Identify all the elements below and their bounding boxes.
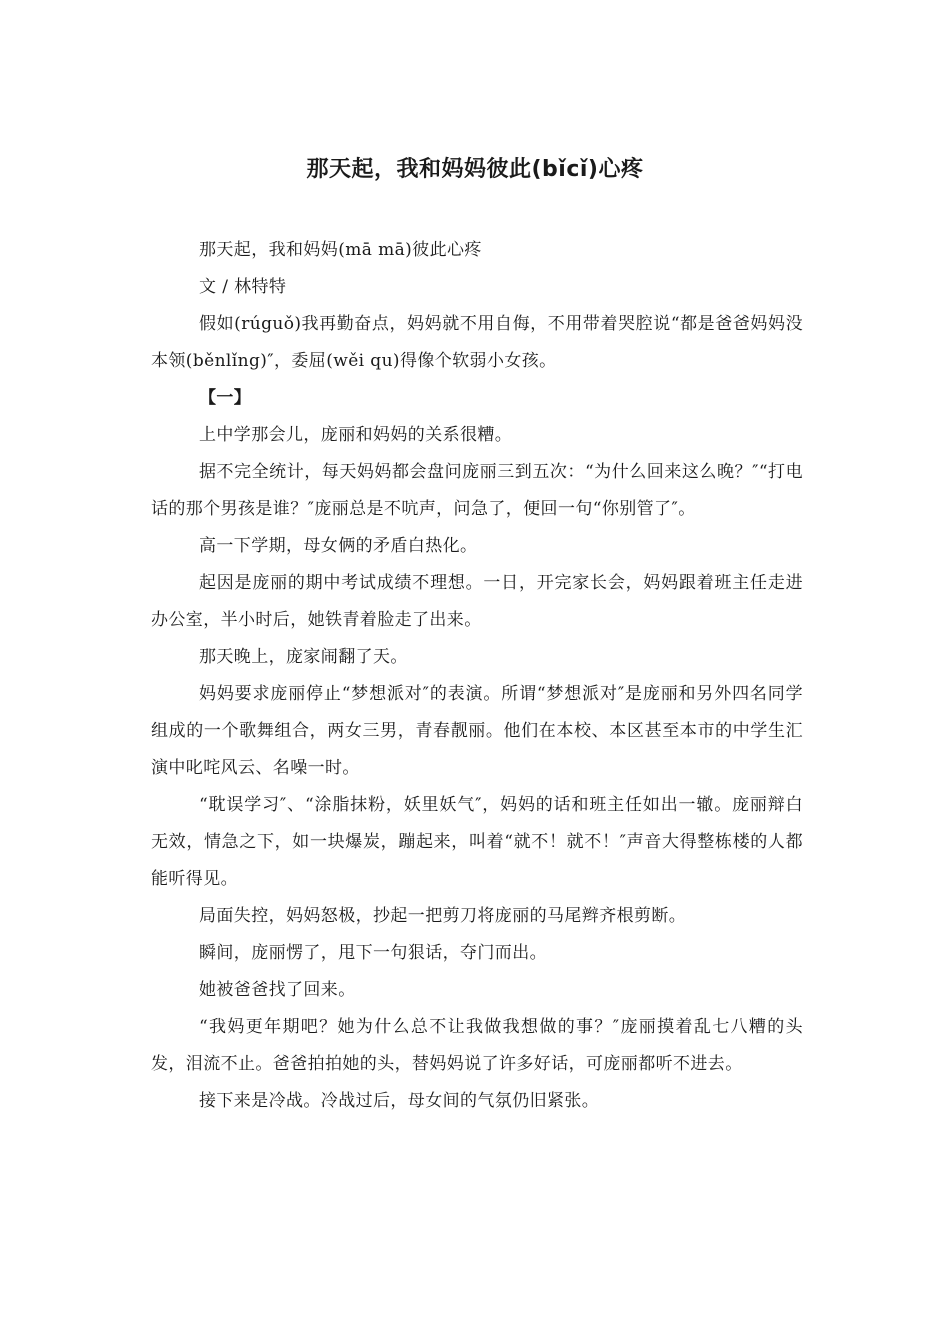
paragraph: 据不完全统计，每天妈妈都会盘问庞丽三到五次：“为什么回来这么晚？″“打电话的那个男孩是谁？″庞丽总是不吭声，问急了，便回一句“你别管了″。 <box>151 462 803 519</box>
paragraph: 接下来是冷战。冷战过后，母女间的气氛仍旧紧张。 <box>199 1091 600 1111</box>
subtitle: 那天起，我和妈妈(mā mā)彼此心疼 <box>199 240 482 260</box>
paragraph: 她被爸爸找了回来。 <box>199 980 356 1000</box>
paragraph: 局面失控，妈妈怒极，抄起一把剪刀将庞丽的马尾辫齐根剪断。 <box>199 906 687 926</box>
paragraph: 妈妈要求庞丽停止“梦想派对″的表演。所谓“梦想派对″是庞丽和另外四名同学组成的一个歌舞组合，两女三男，青春靓丽。他们在本校、本区甚至本市的中学生汇演中叱咤风云、名噪一时。 <box>151 684 803 778</box>
paragraph: 高一下学期，母女俩的矛盾白热化。 <box>199 536 478 556</box>
author-line: 文 / 林特特 <box>199 277 287 297</box>
section-heading: 【一】 <box>199 388 252 408</box>
paragraph: “我妈更年期吧？她为什么总不让我做我想做的事？″庞丽摸着乱七八糟的头发，泪流不止。爸爸拍拍她的头，替妈妈说了许多好话，可庞丽都听不进去。 <box>151 1017 803 1074</box>
article-body <box>151 232 803 1120</box>
paragraph: 那天晚上，庞家闹翻了天。 <box>199 647 408 667</box>
paragraph: 瞬间，庞丽愣了，甩下一句狠话，夺门而出。 <box>199 943 547 963</box>
intro-paragraph: 假如(rúguǒ)我再勤奋点，妈妈就不用自侮，不用带着哭腔说“都是爸爸妈妈没本领(běnlǐng)″，委屈(wěi qu)得像个软弱小女孩。 <box>151 314 803 371</box>
paragraph: “耽误学习″、“涂脂抹粉，妖里妖气″，妈妈的话和班主任如出一辙。庞丽辩白无效，情急之下，如一块爆炭，蹦起来，叫着“就不！就不！″声音大得整栋楼的人都能听得见。 <box>151 795 803 889</box>
paragraph: 起因是庞丽的期中考试成绩不理想。一日，开完家长会，妈妈跟着班主任走进办公室，半小时后，她铁青着脸走了出来。 <box>151 573 803 630</box>
page-title: 那天起，我和妈妈彼此(bǐcǐ)心疼 <box>306 157 644 182</box>
paragraph: 上中学那会儿，庞丽和妈妈的关系很糟。 <box>199 425 513 445</box>
